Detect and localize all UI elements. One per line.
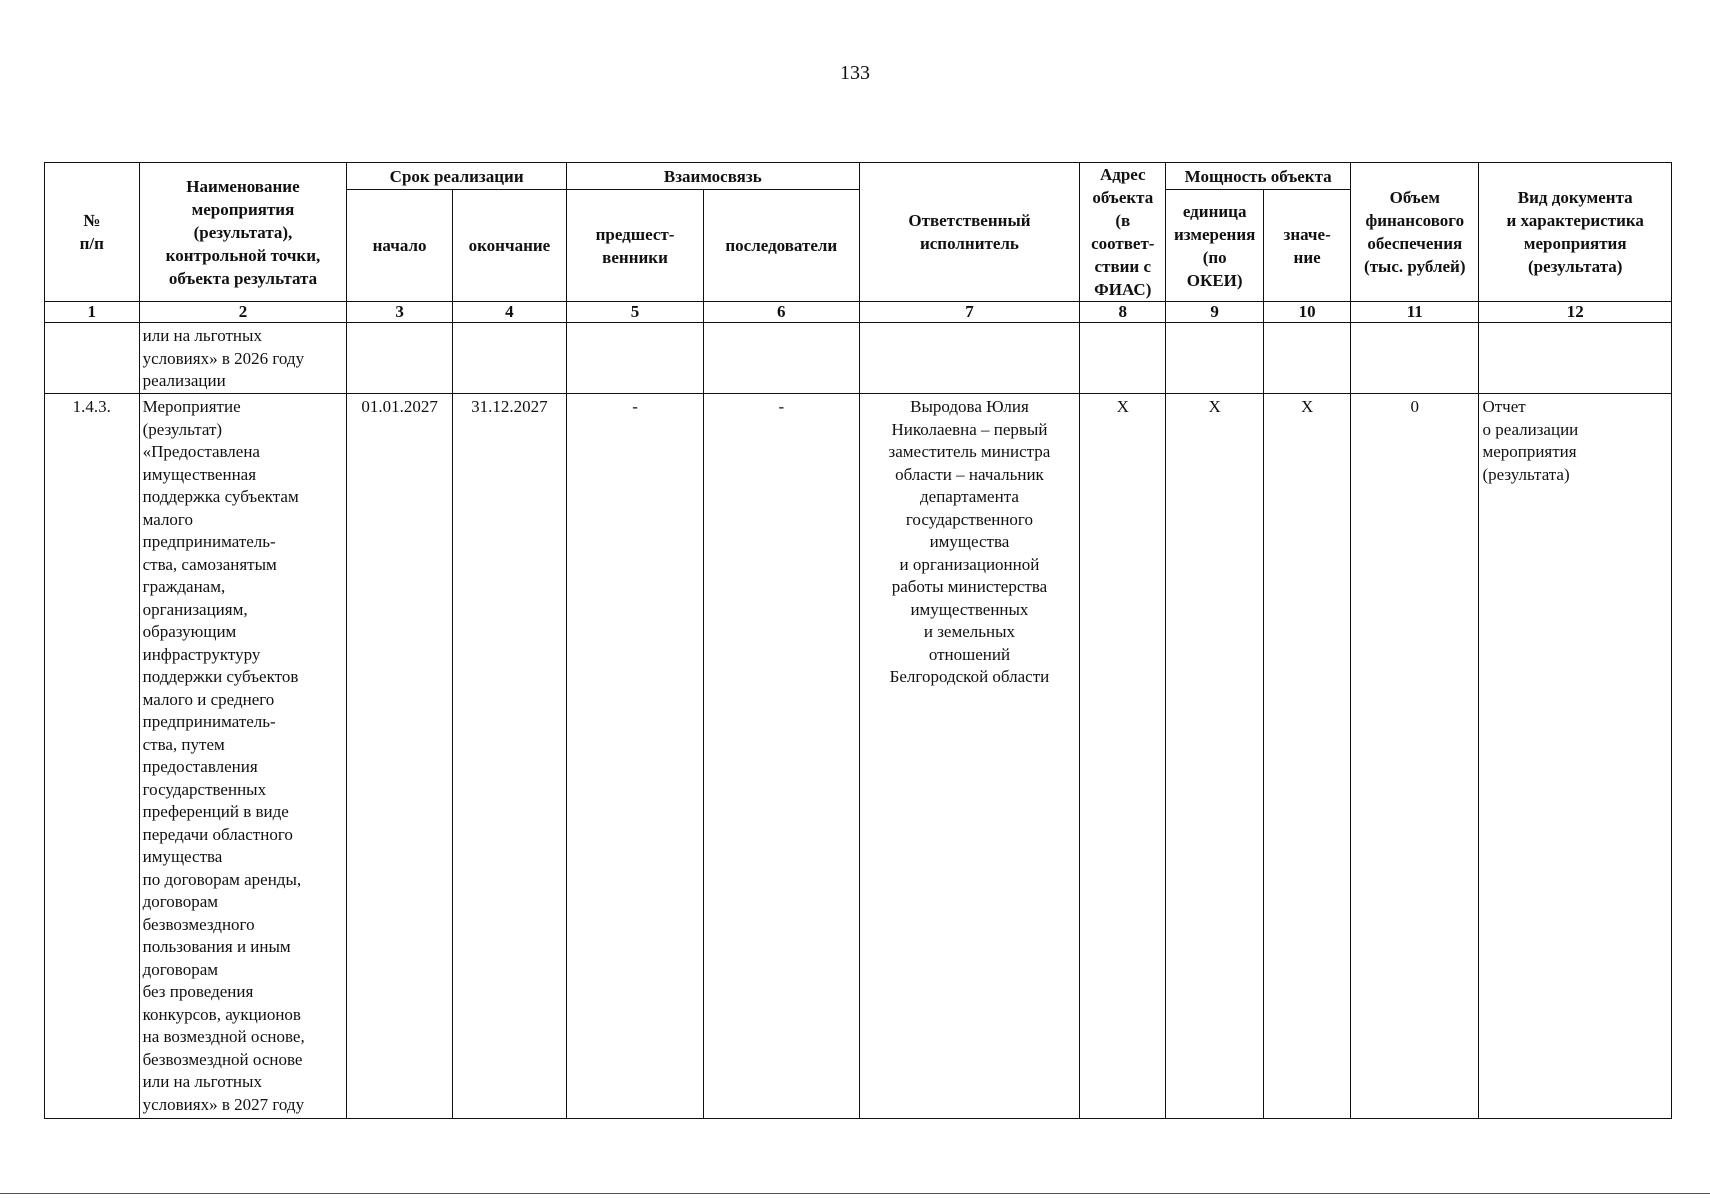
header-term: Срок реализации xyxy=(347,163,567,190)
header-row-top xyxy=(45,163,1672,190)
column-number: 9 xyxy=(1166,302,1264,323)
header-responsible: Ответственный исполнитель xyxy=(859,163,1080,302)
column-number: 2 xyxy=(139,302,347,323)
item-successors: - xyxy=(704,394,860,1119)
column-number: 12 xyxy=(1479,302,1672,323)
cell-empty xyxy=(567,323,704,394)
item-document: Отчет о реализации мероприятия (результата) xyxy=(1479,394,1672,1119)
column-number: 10 xyxy=(1264,302,1351,323)
cell-empty xyxy=(1166,323,1264,394)
cell-empty xyxy=(704,323,860,394)
item-end: 31.12.2027 xyxy=(452,394,566,1119)
scan-edge-line xyxy=(0,1193,1710,1194)
item-name: Мероприятие (результат) «Предоставлена имущественная поддержка субъектам малого предприниматель- ства, самозанятым гражданам, организациям, образующим инфраструктуру поддержки субъектов малого и среднего предприниматель- ства, путем предоставления государственных преференций в виде передачи областного имущества по договорам аренды, договорам безвозмездного пользования и иным договорам без проведения конкурсов, аукционов на возмездной основе, безвозмездной основе или на льготных условиях» в 2027 году xyxy=(139,394,347,1119)
column-number: 11 xyxy=(1351,302,1479,323)
column-number: 4 xyxy=(452,302,566,323)
cell-empty xyxy=(347,323,452,394)
item-unit: X xyxy=(1166,394,1264,1119)
column-number-row xyxy=(45,302,1672,323)
activity-table xyxy=(44,162,1672,1119)
item-finance: 0 xyxy=(1351,394,1479,1119)
header-start: начало xyxy=(347,190,452,302)
header-finance: Объем финансового обеспечения (тыс. рублей) xyxy=(1351,163,1479,302)
continuation-row xyxy=(45,323,1672,394)
header-unit: единица измерения (по ОКЕИ) xyxy=(1166,190,1264,302)
cell-empty xyxy=(1479,323,1672,394)
column-number: 5 xyxy=(567,302,704,323)
cell-empty xyxy=(1080,323,1166,394)
header-value: значе- ние xyxy=(1264,190,1351,302)
header-name: Наименование мероприятия (результата), контрольной точки, объекта результата xyxy=(139,163,347,302)
item-num: 1.4.3. xyxy=(45,394,140,1119)
column-number: 8 xyxy=(1080,302,1166,323)
cell-empty xyxy=(859,323,1080,394)
header-predecessors: предшест- венники xyxy=(567,190,704,302)
cell-empty xyxy=(45,323,140,394)
table-row xyxy=(45,394,1672,1119)
header-num: № п/п xyxy=(45,163,140,302)
cell-empty xyxy=(1264,323,1351,394)
header-successors: последователи xyxy=(704,190,860,302)
column-number: 1 xyxy=(45,302,140,323)
header-relation: Взаимосвязь xyxy=(567,163,860,190)
header-capacity: Мощность объекта xyxy=(1166,163,1351,190)
cell-empty xyxy=(1351,323,1479,394)
continuation-name: или на льготных условиях» в 2026 году реализации xyxy=(139,323,347,394)
item-predecessors: - xyxy=(567,394,704,1119)
header-address: Адрес объекта (в соответ- ствии с ФИАС) xyxy=(1080,163,1166,302)
item-start: 01.01.2027 xyxy=(347,394,452,1119)
header-document: Вид документа и характеристика мероприятия (результата) xyxy=(1479,163,1672,302)
item-value: X xyxy=(1264,394,1351,1119)
page-number: 133 xyxy=(840,62,870,84)
cell-empty xyxy=(452,323,566,394)
column-number: 7 xyxy=(859,302,1080,323)
column-number: 6 xyxy=(704,302,860,323)
header-end: окончание xyxy=(452,190,566,302)
column-number: 3 xyxy=(347,302,452,323)
item-responsible: Выродова Юлия Николаевна – первый заместитель министра области – начальник департамента государственного имущества и организационной работы министерства имущественных и земельных отношений Белгородской области xyxy=(859,394,1080,1119)
item-address: X xyxy=(1080,394,1166,1119)
